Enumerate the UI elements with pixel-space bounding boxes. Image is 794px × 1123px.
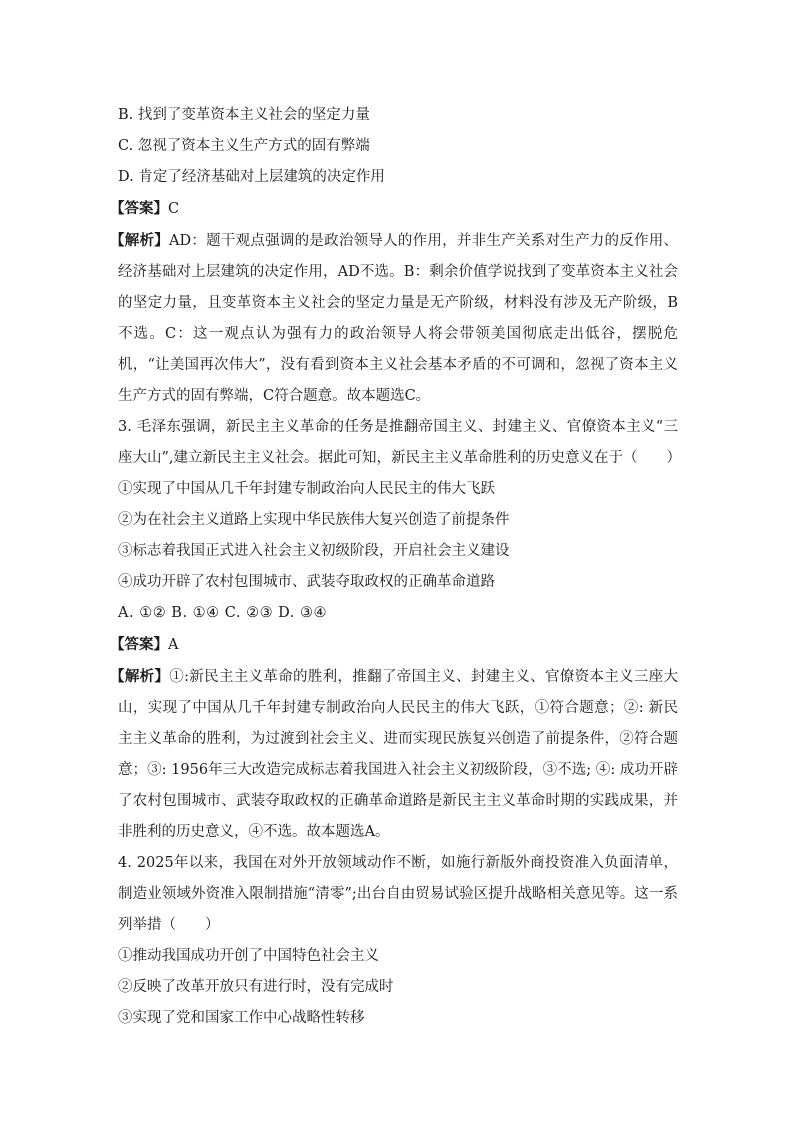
q2-analysis: [110, 225, 678, 412]
analysis-text: ①:新民主主义革命的胜利，推翻了帝国主义、封建主义、官僚资本主义三座大山，实现了中国从几千年封建专制政治向人民民主的伟大飞跃，①符合题意；②: 新民主主义革命的胜利，为过渡到社会主义、进而实现民族复兴创造了前提条件，②符合题意；③: 1956年三大改造完成标志着我国进入社会主义初级阶段，③不选; ④: 成功开辟了农村包围城市、武装夺取政权的正确革命道路是新民主主义革命时期的实践成果，并非胜利的历史意义，④不选。故本题选A。: [118, 669, 678, 840]
q3-choices: A. ①② B. ①④ C. ②③ D. ③④: [118, 605, 328, 621]
q4-item-1: ①推动我国成功开创了中国特色社会主义: [118, 948, 379, 964]
analysis-label: 【解析】: [110, 668, 170, 685]
answer-label: 【答案】: [110, 200, 168, 217]
q3-item-1: ①实现了中国从几千年封建专制政治向人民民主的伟大飞跃: [118, 481, 495, 497]
q2-option-d: D. 肯定了经济基础对上层建筑的决定作用: [118, 169, 385, 185]
q3-answer: [110, 629, 678, 661]
answer-value: A: [168, 637, 179, 653]
q2-option-b: B. 找到了变革资本主义社会的坚定力量: [118, 107, 370, 123]
analysis-text: AD：题干观点强调的是政治领导人的作用，并非生产关系对生产力的反作用、经济基础对上层建筑的决定作用，AD不选。B：剩余价值学说找到了变革资本主义社会的坚定力量，且变革资本主义社会的坚定力量是无产阶级，材料没有涉及无产阶级，B不选。C：这一观点认为强有力的政治领导人将会带领美国彻底走出低谷，摆脱危机，“让美国再次伟大”，没有看到资本主义社会基本矛盾的不可调和，忽视了资本主义生产方式的固有弊端，C符合题意。故本题选C。: [118, 233, 678, 404]
q3-item-4: ④成功开辟了农村包围城市、武装夺取政权的正确革命道路: [118, 574, 495, 590]
q2-option-c: C. 忽视了资本主义生产方式的固有弊端: [118, 138, 370, 154]
q3-item-3: ③标志着我国正式进入社会主义初级阶段，开启社会主义建设: [118, 543, 510, 559]
q2-answer: [110, 193, 678, 225]
q3-analysis: [110, 661, 678, 848]
q3-stem: 3. 毛泽东强调，新民主主义革命的任务是推翻帝国主义、封建主义、官僚资本主义“三座大山”,建立新民主主义社会。据此可知，新民主主义革命胜利的历史意义在于（ ）: [118, 419, 682, 466]
analysis-label: 【解析】: [110, 232, 170, 249]
answer-value: C: [168, 201, 180, 217]
q4-item-2: ②反映了改革开放只有进行时，没有完成时: [118, 979, 394, 995]
answer-label: 【答案】: [110, 636, 168, 653]
q4-stem: 4. 2025年以来，我国在对外开放领域动作不断，如施行新版外商投资准入负面清单，制造业领域外资准入限制措施“清零”;出台自由贸易试验区提升战略相关意见等。这一系列举措（ ）: [118, 855, 678, 933]
q3-item-2: ②为在社会主义道路上实现中华民族伟大复兴创造了前提条件: [118, 512, 510, 528]
page-content: [110, 100, 682, 1034]
q4-item-3: ③实现了党和国家工作中心战略性转移: [118, 1010, 365, 1026]
